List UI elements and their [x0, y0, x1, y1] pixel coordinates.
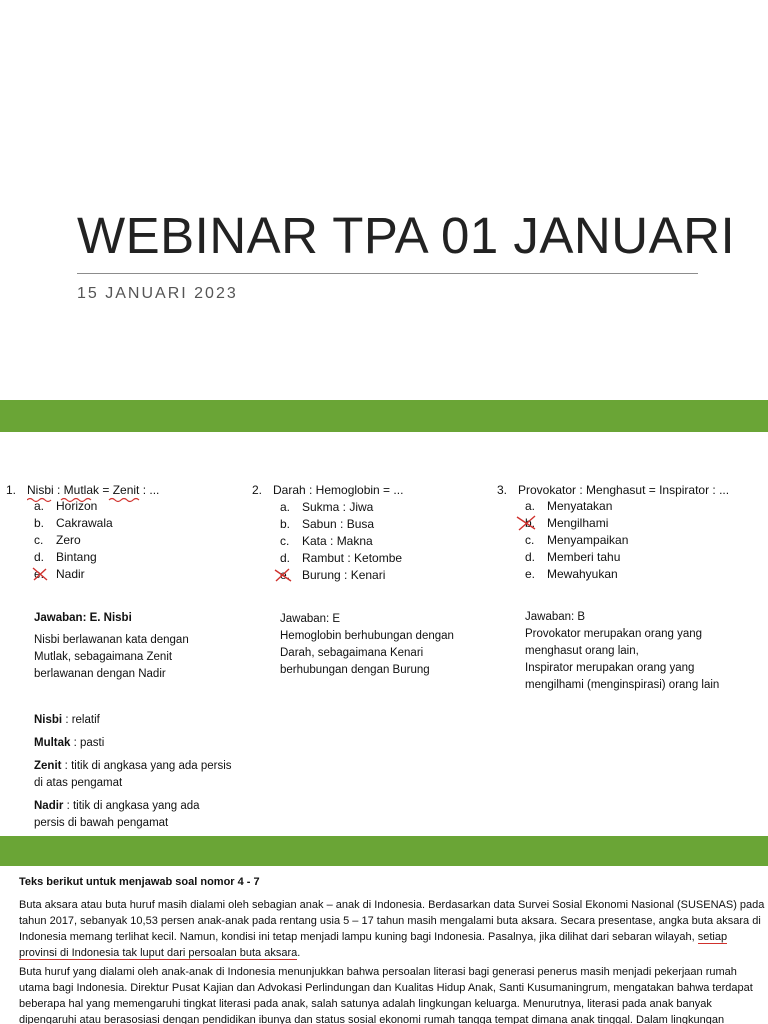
slide-title: WEBINAR TPA 01 JANUARI: [77, 207, 736, 264]
question-stem: Nisbi : Mutlak = Zenit : ...: [27, 483, 160, 497]
option-d[interactable]: d. Bintang: [34, 550, 97, 564]
slide-separator-bar: [0, 836, 768, 866]
option-a[interactable]: a. Sukma : Jiwa: [280, 500, 374, 514]
cross-mark-icon: [515, 514, 531, 530]
underlined-text: provinsi di Indonesia tak luput dari persoalan buta aksara: [19, 947, 298, 959]
passage-paragraph-1: Buta aksara atau buta huruf masih dialami oleh sebagian anak – anak di Indonesia. Berdasarkan data Survei Sosial Ekonomi Nasional (SUSENAS) pada tahun 2017, sebanyak 10,53 persen anak-anak pada rentang usia 5 – 17 tahun masih mengalami buta aksara. Secara presentase, angka buta aksara di Indonesia memang terlihat kecil. Namun, kondisi ini tetap menjadi lampu kuning bagi Indonesia. Pasalnya, jika dilihat dari sebaran wilayah, setiap provinsi di Indonesia tak luput dari persoalan buta aksara.: [19, 899, 765, 959]
question-3: [497, 482, 762, 592]
answer-line: Hemoglobin berhubungan dengan: [280, 630, 454, 642]
question-1: [6, 482, 241, 592]
answer-1: [34, 610, 189, 683]
answer-line: berhubungan dengan Burung: [280, 664, 430, 676]
option-e[interactable]: e. Mewahyukan: [525, 567, 618, 581]
answer-line: Inspirator merupakan orang yang: [525, 662, 695, 674]
answer-line: mengilhami (menginspirasi) orang lain: [525, 679, 720, 691]
option-e[interactable]: e. Nadir: [34, 567, 85, 581]
glossary-item: Nadir : titik di angkasa yang ada: [34, 800, 200, 812]
option-d[interactable]: d. Memberi tahu: [525, 550, 621, 564]
answer-heading: Jawaban: E: [280, 613, 341, 625]
glossary-item-cont: di atas pengamat: [34, 777, 123, 789]
reading-slide: [0, 866, 768, 1024]
question-number: 3.: [497, 483, 508, 497]
option-a[interactable]: a. Horizon: [34, 499, 98, 513]
answer-3: [525, 609, 719, 694]
glossary-item: Zenit : titik di angkasa yang ada persis: [34, 760, 232, 772]
questions-slide: [0, 432, 768, 836]
cross-mark-icon: [273, 567, 289, 583]
question-number: 2.: [252, 483, 263, 497]
answer-line: Darah, sebagaimana Kenari: [280, 647, 424, 659]
option-c[interactable]: c. Menyampaikan: [525, 533, 629, 547]
question-number: 1.: [6, 483, 17, 497]
option-e[interactable]: e. Burung : Kenari: [280, 568, 386, 582]
option-b[interactable]: b. Mengilhami: [525, 516, 609, 530]
question-stem: Darah : Hemoglobin = ...: [273, 483, 404, 497]
cross-mark-icon: [31, 566, 47, 582]
title-slide: [0, 0, 768, 400]
answer-heading: Jawaban: B: [525, 611, 586, 623]
answer-line: Provokator merupakan orang yang: [525, 628, 703, 640]
glossary-item: Multak : pasti: [34, 737, 105, 749]
answer-line: Nisbi berlawanan kata dengan: [34, 634, 189, 646]
option-d[interactable]: d. Rambut : Ketombe: [280, 551, 403, 565]
passage-paragraph-2: Buta huruf yang dialami oleh anak-anak di Indonesia menunjukkan bahwa persoalan literasi bagi generasi penerus masih menjadi pekerjaan rumah utama bagi Indonesia. Direktur Pusat Kajian dan Advokasi Perlindungan dan Kualitas Hidup Anak, Santi Kusumaningrum, mengatakan bahwa terdapat beberapa hal yang memengaruhi tingkat literasi pada anak, salah satunya adalah lingkungan keluarga. Menurutnya, literasi pada anak banyak dipengaruhi atau berasosiasi dengan pendidikan ibunya dan status sosial ekonomi rumah tangga tempat dimana anak tinggal. Dalam lingkungan: [19, 966, 753, 1024]
option-b[interactable]: b. Sabun : Busa: [280, 517, 375, 531]
question-stem: Provokator : Menghasut = Inspirator : ...: [518, 483, 730, 497]
passage-heading: Teks berikut untuk menjawab soal nomor 4 - 7: [19, 876, 260, 888]
slide-subtitle: 15 JANUARI 2023: [77, 285, 238, 302]
option-a[interactable]: a. Menyatakan: [525, 499, 613, 513]
answer-line: menghasut orang lain,: [525, 645, 639, 657]
glossary-item: Nisbi : relatif: [34, 714, 100, 726]
option-b[interactable]: b. Cakrawala: [34, 516, 113, 530]
slide-separator-bar: [0, 400, 768, 432]
underlined-text: setiap: [697, 931, 728, 943]
question-2: [252, 482, 487, 592]
answer-2: [280, 611, 454, 679]
answer-heading: Jawaban: E. Nisbi: [34, 612, 132, 624]
glossary: [34, 712, 232, 832]
answer-line: Mutlak, sebagaimana Zenit: [34, 651, 173, 663]
option-c[interactable]: c. Kata : Makna: [280, 534, 373, 548]
option-c[interactable]: c. Zero: [34, 533, 81, 547]
answer-line: berlawanan dengan Nadir: [34, 668, 166, 680]
title-divider: [77, 273, 698, 274]
glossary-item-cont: persis di bawah pengamat: [34, 817, 169, 829]
